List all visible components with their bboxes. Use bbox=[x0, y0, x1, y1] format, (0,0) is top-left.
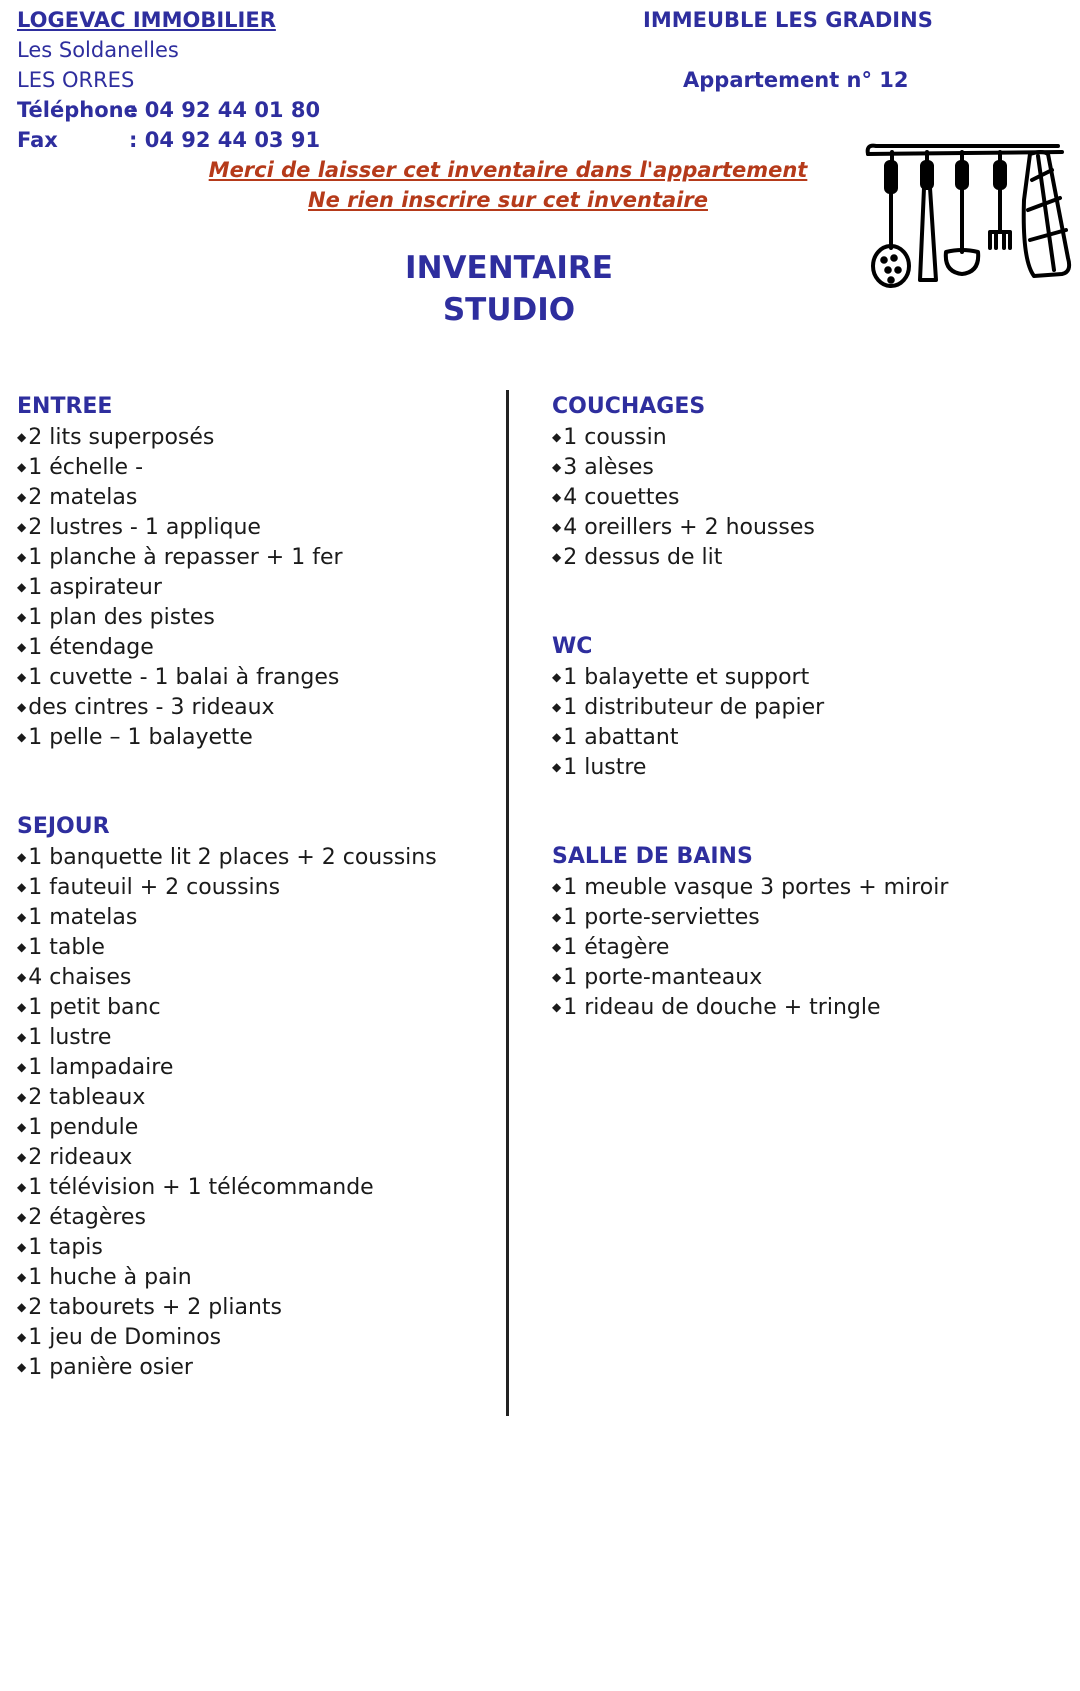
bullet-icon: ◆ bbox=[552, 670, 562, 684]
list-item bbox=[17, 1112, 437, 1142]
bullet-icon: ◆ bbox=[17, 1240, 27, 1254]
bullet-icon: ◆ bbox=[552, 520, 562, 534]
section-title: WC bbox=[552, 634, 593, 659]
kitchen-utensils-icon bbox=[862, 140, 1080, 300]
item-label: 1 petit banc bbox=[28, 995, 161, 1020]
item-label: 1 abattant bbox=[563, 725, 679, 750]
bullet-icon: ◆ bbox=[17, 550, 27, 564]
section-spacer bbox=[552, 572, 948, 632]
bullet-icon: ◆ bbox=[17, 970, 27, 984]
list-item bbox=[17, 542, 437, 572]
section-title: ENTREE bbox=[17, 394, 113, 419]
list-item bbox=[17, 842, 437, 872]
item-label: 1 télévision + 1 télécommande bbox=[28, 1175, 374, 1200]
address-line-1: Les Soldanelles bbox=[17, 38, 179, 62]
item-label: 1 étagère bbox=[563, 935, 670, 960]
bullet-icon: ◆ bbox=[17, 580, 27, 594]
bullet-icon: ◆ bbox=[17, 1360, 27, 1374]
section-couchages bbox=[552, 392, 948, 572]
item-label: 3 alèses bbox=[563, 455, 654, 480]
bullet-icon: ◆ bbox=[552, 880, 562, 894]
bullet-icon: ◆ bbox=[17, 610, 27, 624]
item-label: 1 lampadaire bbox=[28, 1055, 174, 1080]
list-item bbox=[17, 992, 437, 1022]
phone-label: Téléphone bbox=[17, 98, 138, 122]
section-sejour bbox=[17, 812, 437, 1382]
item-label: 1 jeu de Dominos bbox=[28, 1325, 222, 1350]
list-item bbox=[17, 662, 437, 692]
list-item bbox=[552, 722, 948, 752]
list-item bbox=[552, 962, 948, 992]
list-item bbox=[552, 452, 948, 482]
list-item bbox=[552, 902, 948, 932]
list-item bbox=[17, 722, 437, 752]
bullet-icon: ◆ bbox=[17, 910, 27, 924]
bullet-icon: ◆ bbox=[17, 1210, 27, 1224]
item-label: 4 oreillers + 2 housses bbox=[563, 515, 815, 540]
bullet-icon: ◆ bbox=[17, 850, 27, 864]
section-spacer bbox=[17, 752, 437, 812]
list-item bbox=[17, 602, 437, 632]
item-label: 4 couettes bbox=[563, 485, 680, 510]
phone-line bbox=[17, 98, 320, 122]
item-label: 1 lustre bbox=[563, 755, 647, 780]
item-label: 2 dessus de lit bbox=[563, 545, 723, 570]
item-label: 1 tapis bbox=[28, 1235, 103, 1260]
bullet-icon: ◆ bbox=[17, 490, 27, 504]
item-label: 4 chaises bbox=[28, 965, 132, 990]
list-item bbox=[17, 1052, 437, 1082]
bullet-icon: ◆ bbox=[552, 730, 562, 744]
item-label: 1 distributeur de papier bbox=[563, 695, 825, 720]
list-item bbox=[17, 1352, 437, 1382]
bullet-icon: ◆ bbox=[17, 1120, 27, 1134]
list-item bbox=[17, 1172, 437, 1202]
item-label: 1 cuvette - 1 balai à franges bbox=[28, 665, 340, 690]
notice-do-not-write: Ne rien inscrire sur cet inventaire bbox=[308, 188, 708, 212]
section-wc bbox=[552, 632, 948, 782]
item-label: 2 tableaux bbox=[28, 1085, 146, 1110]
bullet-icon: ◆ bbox=[17, 940, 27, 954]
list-item bbox=[552, 752, 948, 782]
item-label: 1 planche à repasser + 1 fer bbox=[28, 545, 343, 570]
bullet-icon: ◆ bbox=[552, 550, 562, 564]
section-entree bbox=[17, 392, 437, 752]
item-label: 1 pendule bbox=[28, 1115, 139, 1140]
section-spacer bbox=[552, 782, 948, 842]
list-item bbox=[17, 872, 437, 902]
item-label: 1 coussin bbox=[563, 425, 667, 450]
item-label: 1 meuble vasque 3 portes + miroir bbox=[563, 875, 949, 900]
list-item bbox=[17, 632, 437, 662]
bullet-icon: ◆ bbox=[17, 1300, 27, 1314]
bullet-icon: ◆ bbox=[17, 1270, 27, 1284]
list-item bbox=[17, 512, 437, 542]
list-item bbox=[552, 422, 948, 452]
item-label: 1 table bbox=[28, 935, 105, 960]
section-salle-de-bains bbox=[552, 842, 948, 1022]
item-label: des cintres - 3 rideaux bbox=[28, 695, 275, 720]
bullet-icon: ◆ bbox=[17, 1180, 27, 1194]
item-label: 1 porte-serviettes bbox=[563, 905, 760, 930]
fax-value: : 04 92 44 03 91 bbox=[129, 128, 321, 152]
bullet-icon: ◆ bbox=[17, 520, 27, 534]
list-item bbox=[552, 482, 948, 512]
bullet-icon: ◆ bbox=[552, 970, 562, 984]
item-label: 1 panière osier bbox=[28, 1355, 193, 1380]
item-label: 1 étendage bbox=[28, 635, 154, 660]
bullet-icon: ◆ bbox=[552, 1000, 562, 1014]
bullet-icon: ◆ bbox=[17, 460, 27, 474]
list-item bbox=[17, 422, 437, 452]
bullet-icon: ◆ bbox=[17, 1000, 27, 1014]
item-label: 1 aspirateur bbox=[28, 575, 162, 600]
section-title: SALLE DE BAINS bbox=[552, 844, 753, 869]
bullet-icon: ◆ bbox=[17, 430, 27, 444]
item-label: 1 banquette lit 2 places + 2 coussins bbox=[28, 845, 437, 870]
section-title: SEJOUR bbox=[17, 814, 110, 839]
bullet-icon: ◆ bbox=[17, 1330, 27, 1344]
bullet-icon: ◆ bbox=[17, 1090, 27, 1104]
item-label: 1 fauteuil + 2 coussins bbox=[28, 875, 281, 900]
list-item bbox=[17, 572, 437, 602]
list-item bbox=[552, 662, 948, 692]
item-label: 2 matelas bbox=[28, 485, 138, 510]
list-item bbox=[17, 1022, 437, 1052]
bullet-icon: ◆ bbox=[17, 700, 27, 714]
left-column bbox=[17, 392, 437, 1382]
bullet-icon: ◆ bbox=[17, 880, 27, 894]
bullet-icon: ◆ bbox=[552, 430, 562, 444]
bullet-icon: ◆ bbox=[17, 730, 27, 744]
list-item bbox=[552, 512, 948, 542]
bullet-icon: ◆ bbox=[552, 490, 562, 504]
apartment-number: Appartement n° 12 bbox=[683, 68, 909, 92]
item-label: 1 porte-manteaux bbox=[563, 965, 763, 990]
item-label: 1 balayette et support bbox=[563, 665, 810, 690]
item-label: 2 tabourets + 2 pliants bbox=[28, 1295, 282, 1320]
document-subtitle: STUDIO bbox=[442, 292, 576, 328]
list-item bbox=[17, 1202, 437, 1232]
right-column bbox=[552, 392, 948, 1022]
bullet-icon: ◆ bbox=[17, 1150, 27, 1164]
bullet-icon: ◆ bbox=[17, 1030, 27, 1044]
bullet-icon: ◆ bbox=[17, 670, 27, 684]
list-item bbox=[552, 872, 948, 902]
bullet-icon: ◆ bbox=[17, 1060, 27, 1074]
building-name: IMMEUBLE LES GRADINS bbox=[643, 8, 933, 32]
section-title: COUCHAGES bbox=[552, 394, 706, 419]
fax-line bbox=[17, 128, 320, 152]
fax-label: Fax bbox=[17, 128, 58, 152]
list-item bbox=[17, 1292, 437, 1322]
item-label: 1 pelle – 1 balayette bbox=[28, 725, 253, 750]
item-label: 1 lustre bbox=[28, 1025, 112, 1050]
notice-leave-inventory: Merci de laisser cet inventaire dans l'appartement bbox=[208, 158, 808, 182]
bullet-icon: ◆ bbox=[552, 460, 562, 474]
list-item bbox=[552, 542, 948, 572]
list-item bbox=[17, 452, 437, 482]
item-label: 1 échelle - bbox=[28, 455, 144, 480]
list-item bbox=[17, 1142, 437, 1172]
item-label: 1 plan des pistes bbox=[28, 605, 215, 630]
bullet-icon: ◆ bbox=[552, 940, 562, 954]
bullet-icon: ◆ bbox=[552, 760, 562, 774]
list-item bbox=[17, 902, 437, 932]
column-divider bbox=[506, 390, 509, 1416]
list-item bbox=[552, 992, 948, 1022]
list-item bbox=[552, 692, 948, 722]
list-item bbox=[17, 962, 437, 992]
item-label: 2 lustres - 1 applique bbox=[28, 515, 261, 540]
list-item bbox=[17, 692, 437, 722]
company-name: LOGEVAC IMMOBILIER bbox=[17, 8, 276, 32]
list-item bbox=[552, 932, 948, 962]
list-item bbox=[17, 1232, 437, 1262]
item-label: 1 matelas bbox=[28, 905, 138, 930]
bullet-icon: ◆ bbox=[552, 700, 562, 714]
item-label: 2 lits superposés bbox=[28, 425, 215, 450]
list-item bbox=[17, 482, 437, 512]
list-item bbox=[17, 1262, 437, 1292]
bullet-icon: ◆ bbox=[17, 640, 27, 654]
item-label: 1 rideau de douche + tringle bbox=[563, 995, 881, 1020]
list-item bbox=[17, 1082, 437, 1112]
document-title: INVENTAIRE bbox=[405, 250, 613, 286]
item-label: 1 huche à pain bbox=[28, 1265, 192, 1290]
list-item bbox=[17, 932, 437, 962]
item-label: 2 rideaux bbox=[28, 1145, 133, 1170]
phone-value: : 04 92 44 01 80 bbox=[129, 98, 321, 122]
address-line-2: LES ORRES bbox=[17, 68, 135, 92]
item-label: 2 étagères bbox=[28, 1205, 146, 1230]
list-item bbox=[17, 1322, 437, 1352]
bullet-icon: ◆ bbox=[552, 910, 562, 924]
